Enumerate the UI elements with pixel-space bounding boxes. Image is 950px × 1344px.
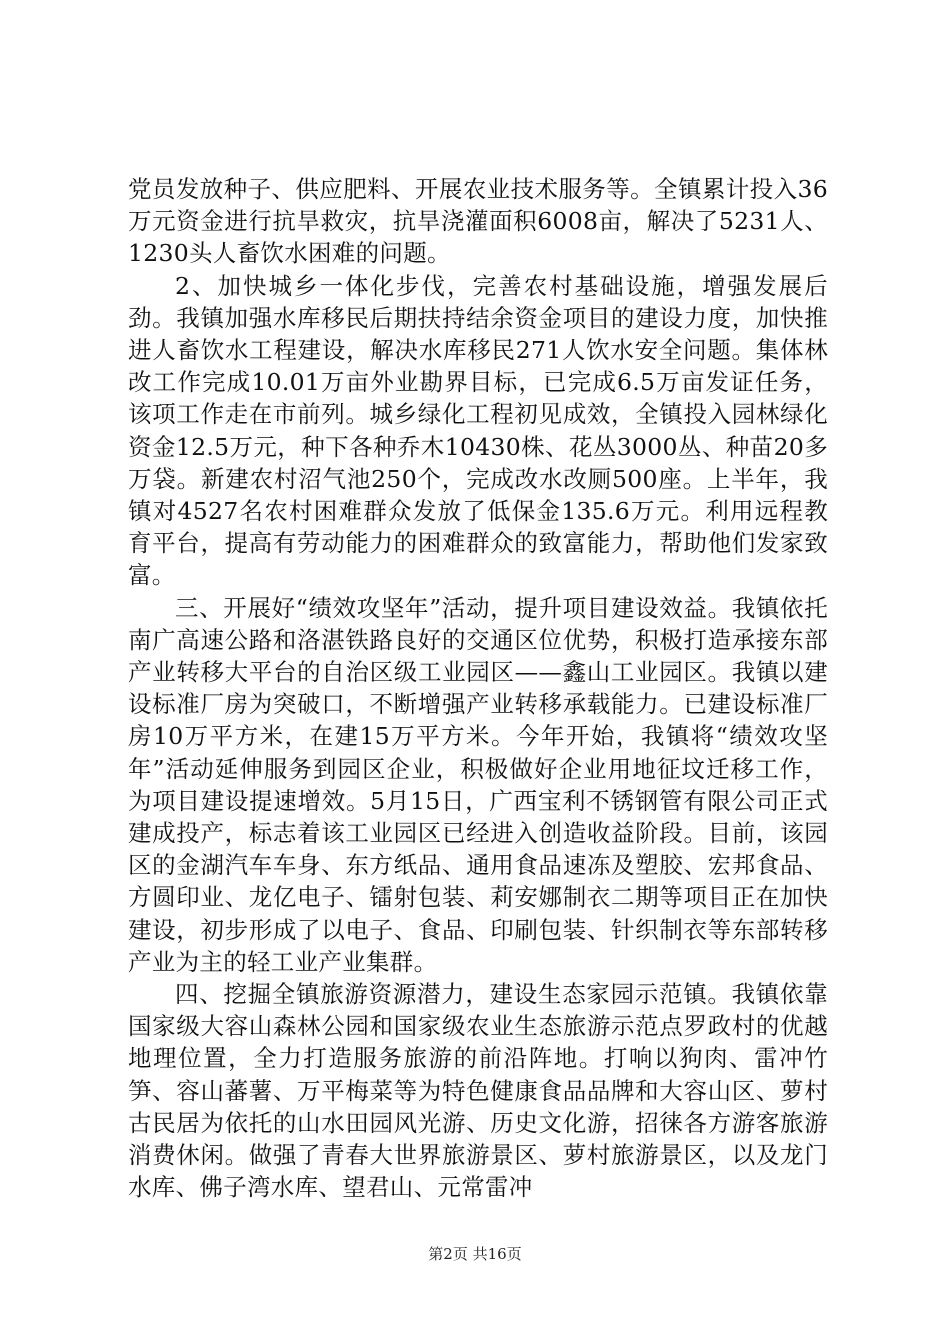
paragraph-rural-infrastructure: 2、加快城乡一体化步伐，完善农村基础设施，增强发展后劲。我镇加强水库移民后期扶持结余资金项目的建设力度，加快推进人畜饮水工程建设，解决水库移民271人饮水安全问题。集体林改工作完成10.01万亩外业勘界目标，已完成6.5万亩发证任务，该项工作走在市前列。城乡绿化工程初见成效，全镇投入园林绿化资金12.5万元，种下各种乔木10430株、花丛3000丛、种苗20多万袋。新建农村沼气池250个，完成改水改厕500座。上半年，我镇对4527名农村困难群众发放了低保金135.6万元。利用远程教育平台，提高有劳动能力的困难群众的致富能力，帮助他们发家致富。 bbox=[128, 271, 828, 590]
paragraph-tourism: 四、挖掘全镇旅游资源潜力，建设生态家园示范镇。我镇依靠国家级大容山森林公园和国家级农业生态旅游示范点罗政村的优越地理位置，全力打造服务旅游的前沿阵地。打响以狗肉、雷冲竹笋、容山蕃薯、万平梅菜等为特色健康食品品牌和大容山区、萝村古民居为依托的山水田园风光游、历史文化游，招徕各方游客旅游消费休闲。做强了青春大世界旅游景区、萝村旅游景区，以及龙门水库、佛子湾水库、望君山、元常雷冲 bbox=[128, 980, 828, 1202]
page-number-footer: 第2页 共16页 bbox=[428, 1245, 522, 1263]
paragraph-continuation: 党员发放种子、供应肥料、开展农业技术服务等。全镇累计投入36万元资金进行抗旱救灾，抗旱浇灌面积6008亩，解决了5231人、1230头人畜饮水困难的问题。 bbox=[128, 175, 828, 268]
paragraph-performance-year: 三、开展好“绩效攻坚年”活动，提升项目建设效益。我镇依托南广高速公路和洛湛铁路良好的交通区位优势，积极打造承接东部产业转移大平台的自治区级工业园区——鑫山工业园区。我镇以建设标准厂房为突破口，不断增强产业转移承载能力。已建设标准厂房10万平方米，在建15万平方米。今年开始，我镇将“绩效攻坚年”活动延伸服务到园区企业，积极做好企业用地征坟迁移工作，为项目建设提速增效。5月15日，广西宝利不锈钢管有限公司正式建成投产，标志着该工业园区已经进入创造收益阶段。目前，该园区的金湖汽车车身、东方纸品、通用食品速冻及塑胶、宏邦食品、方圆印业、龙亿电子、镭射包装、莉安娜制衣二期等项目正在加快建设，初步形成了以电子、食品、印刷包装、针织制衣等东部转移产业为主的轻工业产业集群。 bbox=[128, 593, 828, 976]
document-body bbox=[128, 173, 828, 1204]
